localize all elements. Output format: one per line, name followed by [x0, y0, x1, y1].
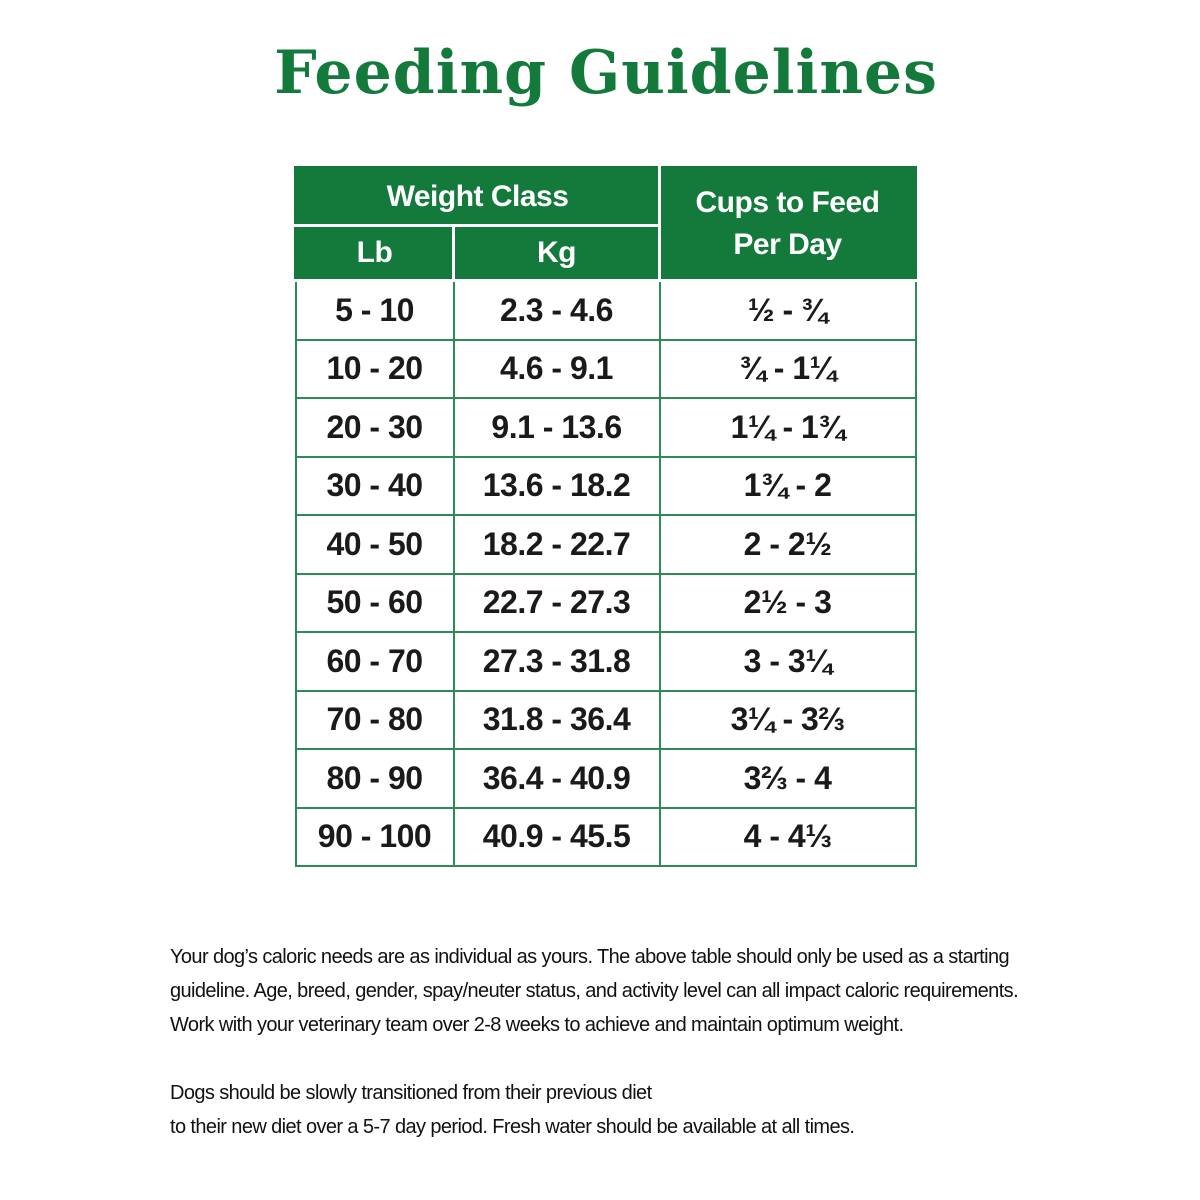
kg-cell: 40.9 - 45.5	[454, 808, 660, 867]
kg-cell: 18.2 - 22.7	[454, 515, 660, 574]
note-line: Dogs should be slowly transitioned from their previous diet	[170, 1082, 652, 1104]
cups-header-line-2: Per Day	[733, 228, 842, 261]
lb-cell: 60 - 70	[296, 632, 454, 691]
weight-class-header: Weight Class	[296, 168, 660, 226]
note-line: to their new diet over a 5-7 day period. Fresh water should be available at all times.	[170, 1116, 855, 1138]
table-row	[296, 749, 916, 808]
note-line: Work with your veterinary team over 2-8 weeks to achieve and maintain optimum weight.	[170, 1014, 904, 1036]
note-line: Your dog’s caloric needs are as individual as yours. The above table should only be used as a starting	[170, 946, 1010, 968]
lb-cell: 30 - 40	[296, 457, 454, 516]
kg-cell: 4.6 - 9.1	[454, 340, 660, 399]
page-title: Feeding Guidelines	[274, 38, 938, 108]
table-row	[296, 574, 916, 633]
table-row	[296, 515, 916, 574]
cups-cell: 2½ - 3	[660, 574, 916, 633]
kg-header: Kg	[454, 226, 660, 281]
lb-cell: 80 - 90	[296, 749, 454, 808]
lb-cell: 10 - 20	[296, 340, 454, 399]
cups-cell: ½ - ¾	[660, 281, 916, 340]
cups-cell: 1¾ - 2	[660, 457, 916, 516]
caloric-needs-note	[170, 940, 1070, 1042]
kg-cell: 36.4 - 40.9	[454, 749, 660, 808]
lb-cell: 50 - 60	[296, 574, 454, 633]
cups-per-day-header	[660, 168, 916, 281]
lb-cell: 40 - 50	[296, 515, 454, 574]
kg-cell: 9.1 - 13.6	[454, 398, 660, 457]
cups-cell: ¾ - 1¼	[660, 340, 916, 399]
lb-header: Lb	[296, 226, 454, 281]
feeding-table	[294, 166, 917, 867]
cups-cell: 3¼ - 3⅔	[660, 691, 916, 750]
transition-note	[170, 1076, 1070, 1144]
table-row	[296, 457, 916, 516]
cups-cell: 4 - 4⅓	[660, 808, 916, 867]
table-row	[296, 691, 916, 750]
note-line: guideline. Age, breed, gender, spay/neuter status, and activity level can all impact caloric requirements.	[170, 980, 1019, 1002]
kg-cell: 2.3 - 4.6	[454, 281, 660, 340]
cups-cell: 2 - 2½	[660, 515, 916, 574]
kg-cell: 27.3 - 31.8	[454, 632, 660, 691]
cups-cell: 3⅔ - 4	[660, 749, 916, 808]
cups-cell: 1¼ - 1¾	[660, 398, 916, 457]
table-row	[296, 281, 916, 340]
kg-cell: 13.6 - 18.2	[454, 457, 660, 516]
lb-cell: 90 - 100	[296, 808, 454, 867]
kg-cell: 22.7 - 27.3	[454, 574, 660, 633]
table-row	[296, 632, 916, 691]
lb-cell: 70 - 80	[296, 691, 454, 750]
table-header-row	[296, 168, 916, 226]
table-row	[296, 808, 916, 867]
cups-cell: 3 - 3¼	[660, 632, 916, 691]
kg-cell: 31.8 - 36.4	[454, 691, 660, 750]
cups-header-line-1: Cups to Feed	[695, 186, 880, 219]
lb-cell: 20 - 30	[296, 398, 454, 457]
table-row	[296, 340, 916, 399]
table-row	[296, 398, 916, 457]
lb-cell: 5 - 10	[296, 281, 454, 340]
